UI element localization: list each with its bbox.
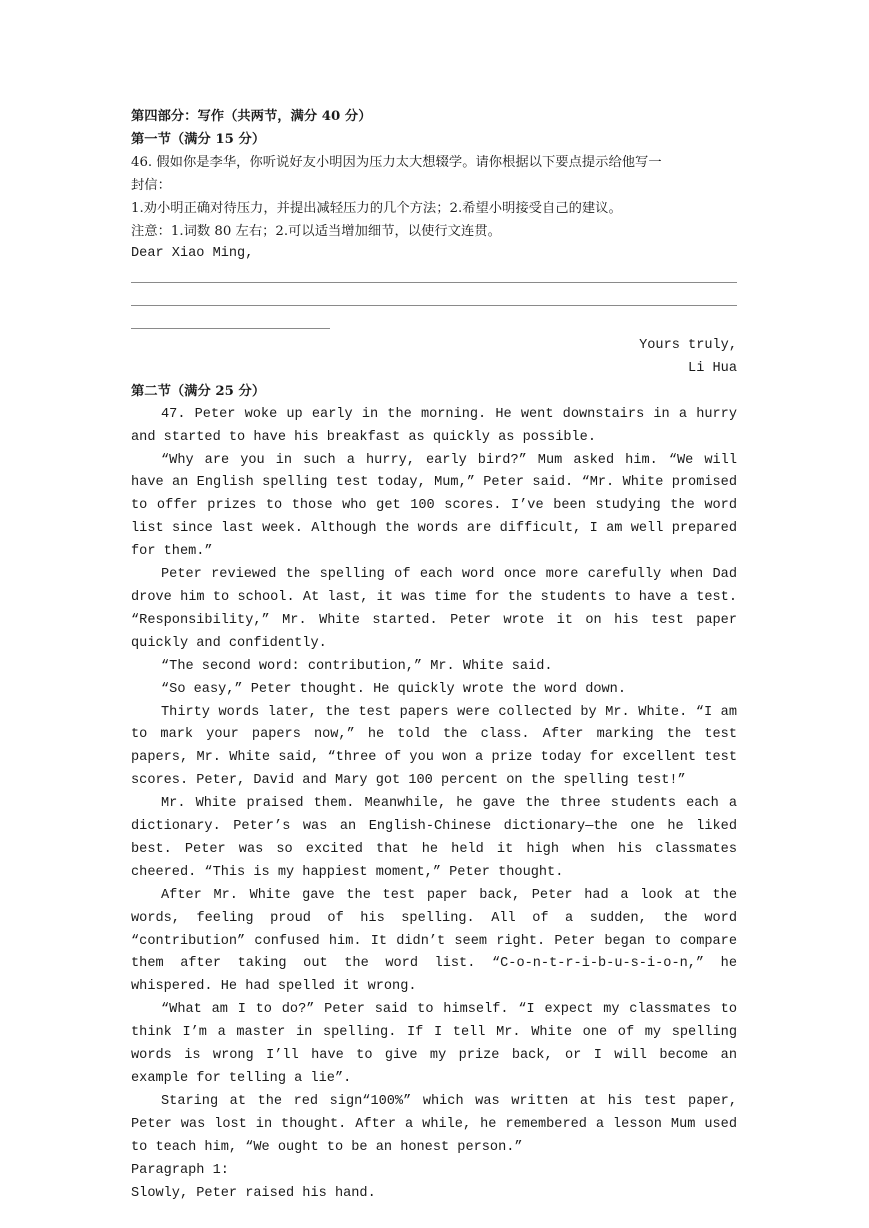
story-paragraph: “So easy,” Peter thought. He quickly wrote the word down. bbox=[161, 681, 626, 697]
part1-title: 第一节（满分 15 分） bbox=[131, 131, 266, 147]
story-paragraph: Thirty words later, the test papers were collected by Mr. White. “I am to mark your papers now,” he told the class. After marking the test papers, Mr. White said, “three of you won a prize today for excellent test scores. Peter, David and Mary got 100 percent on the spelling test!” bbox=[131, 704, 737, 789]
story-paragraph: 47. Peter woke up early in the morning. He went downstairs in a hurry and started to have his breakfast as quickly as possible. bbox=[131, 406, 737, 445]
letter-salutation: Dear Xiao Ming, bbox=[131, 246, 254, 262]
writing-line-2 bbox=[131, 289, 737, 312]
part1-points: 1.劝小明正确对待压力，并提出减轻压力的几个方法；2.希望小明接受自己的建议。 bbox=[131, 200, 622, 216]
writing-line-3 bbox=[131, 312, 737, 335]
part1-notes: 注意：1.词数 80 左右；2.可以适当增加细节，以使行文连贯。 bbox=[131, 223, 501, 239]
paragraph-label: Paragraph 1: bbox=[131, 1162, 229, 1178]
story-paragraph: After Mr. White gave the test paper back, Peter had a look at the words, feeling proud of his spelling. All of a sudden, the word “contribution” confused him. It didn’t seem right. Peter began to compare them after taking out the word list. “C-o-n-t-r-i-b-u-s-i-o-n,” he whispered. He had spelled it wrong. bbox=[131, 887, 737, 995]
letter-closing: Yours truly, bbox=[639, 338, 737, 354]
part2-title: 第二节（满分 25 分） bbox=[131, 383, 266, 399]
story-paragraph: “What am I to do?” Peter said to himself. “I expect my classmates to think I’m a master in spelling. If I tell Mr. White one of my spelling words is wrong I’ll have to give my prize back, or I will become an example for telling a lie”. bbox=[131, 1002, 737, 1087]
part1-prompt-line1: 46. 假如你是李华，你听说好友小明因为压力太大想辍学。请你根据以下要点提示给他写一 bbox=[131, 154, 662, 170]
part1-prompt-line2: 封信： bbox=[131, 177, 171, 193]
paragraph-start-sentence: Slowly, Peter raised his hand. bbox=[131, 1185, 376, 1201]
story-paragraph: Peter reviewed the spelling of each word once more carefully when Dad drove him to school. At last, it was time for the students to have a test. “Responsibility,” Mr. White started. Peter wrote it on his test paper quickly and confidently. bbox=[131, 567, 737, 651]
story-paragraph: Staring at the red sign“100%” which was written at his test paper, Peter was lost in thought. After a while, he remembered a lesson Mum used to teach him, “We ought to be an honest person.” bbox=[131, 1093, 737, 1155]
story-paragraph: Mr. White praised them. Meanwhile, he gave the three students each a dictionary. Peter’s was an English-Chinese dictionary—the one he liked best. Peter was so excited that he held it high when his classmates cheered. “This is my happiest moment,” Peter thought. bbox=[131, 796, 737, 880]
section-title: 第四部分：写作（共两节，满分 40 分） bbox=[131, 109, 372, 124]
story-paragraph: “The second word: contribution,” Mr. White said. bbox=[161, 658, 553, 674]
story-paragraph: “Why are you in such a hurry, early bird?” Mum asked him. “We will have an English spelling test today, Mum,” Peter said. “Mr. White promised to offer prizes to those who get 100 scores. I’ve been studying the word list since last week. Although the words are difficult, I am well prepared for them.” bbox=[131, 452, 737, 560]
exam-page bbox=[131, 106, 737, 1205]
writing-line-1 bbox=[131, 266, 737, 289]
letter-signature: Li Hua bbox=[688, 360, 737, 376]
